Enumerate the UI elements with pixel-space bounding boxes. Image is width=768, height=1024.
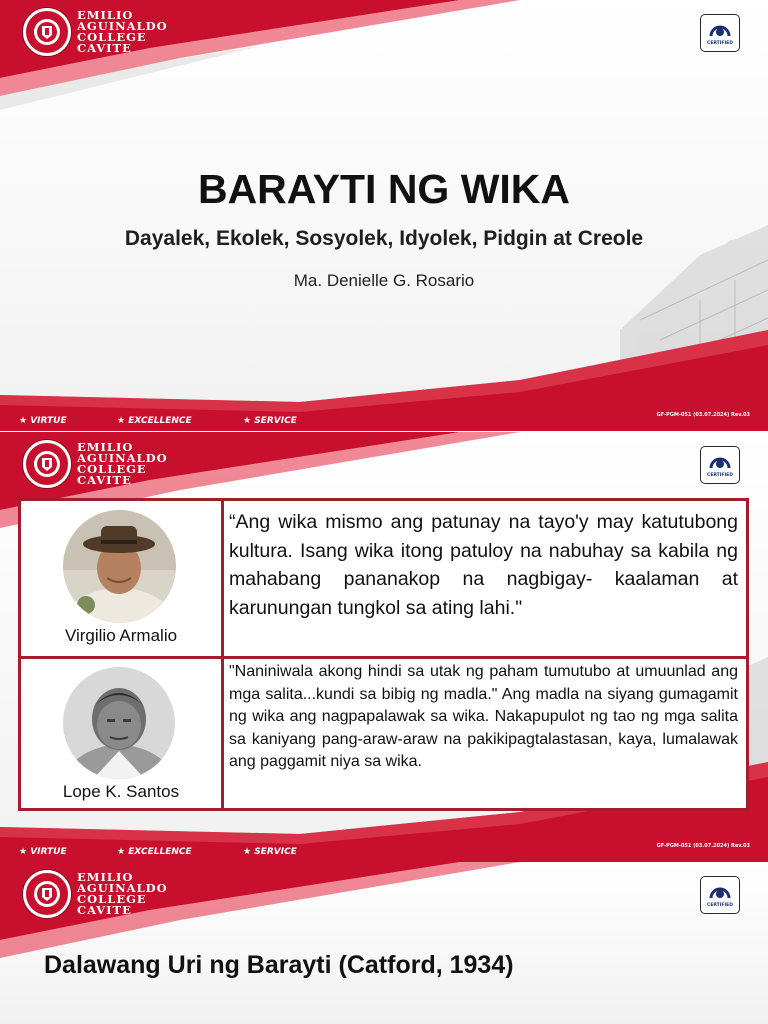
slide-types — [0, 862, 768, 1024]
college-logo — [23, 870, 168, 918]
college-name: EMILIO AGUINALDO COLLEGE CAVITE — [77, 870, 168, 917]
quote-text: "Naniniwala akong hindi sa utak ng paham tumutubo at umuunlad ang mga salita...kundi sa bibig ng madla." Ang madla na siyang gumagamit ng wika ang nagpapalawak sa wika. Nakapupulot ng tao ng mga salita sa kaniyang pang-araw-araw na pakikipagtalastasan, kaya, lumalawak ang paggamit niya sa wika. — [229, 663, 738, 770]
quote-row — [21, 659, 746, 808]
portrait-virgilio-armalio — [63, 510, 176, 623]
person-name: Virgilio Armalio — [64, 626, 178, 645]
presentation-author: Ma. Denielle G. Rosario — [293, 271, 475, 290]
portrait-lope-k-santos — [63, 667, 175, 779]
college-logo — [23, 440, 168, 488]
certification-badge: CERTIFIED — [700, 876, 740, 914]
college-seal-icon — [23, 8, 71, 56]
document-code: GF-PGM-051 (03.07.2024) Rev.03 — [656, 843, 750, 849]
presentation-title: BARAYTI NG WIKA — [197, 166, 571, 212]
background-artwork — [0, 0, 768, 431]
slide-heading: Dalawang Uri ng Barayti (Catford, 1934) — [44, 951, 514, 979]
quote-table — [18, 498, 749, 811]
slide-title: EMILIO AGUINALDO COLLEGE CAVITE CERTIFIED BARAYTI NG WIKA Dayalek, Ekolek, Sosyolek, Idyolek, Pidgin at Creole Ma. Denielle G. Rosario ★ VIRTUE ★ EXCELLENCE ★ SERVICE GF-PGM-051 (03.07.2024) Rev.03 — [0, 0, 768, 431]
slide-quotes: EMILIO AGUINALDO COLLEGE CAVITE CERTIFIED Virgilio Armalio “Ang wika mismo ang patunay na tayo'y may katutubong kultura. Isang wika itong patuloy na nabuhay sa kabila ng mahabang pananakop na nagbigay- kaalaman at karunungan tungkol sa ating lahi." Lope K. Santos "Naniniwala akong hindi sa utak ng paham tumutubo at umuunlad ang mga salita...kundi sa bibig ng madla." Ang madla na siyang gumagamit ng wika ang nagpapalawak sa wika. Nakapupulot ng tao ng mga salita sa kaniyang pang-araw-araw na pakikipagtalastasan, kaya, lumalawak ang paggamit niya sa wika. ★ VIRTUE ★ EXCELLENCE ★ SERVICE GF-PGM-051 (03.07.2024) Rev.03 — [0, 432, 768, 862]
person-name: Lope K. Santos — [62, 782, 180, 801]
certification-icon — [708, 452, 732, 472]
certification-badge: CERTIFIED — [700, 446, 740, 484]
quote-text: “Ang wika mismo ang patunay na tayo'y may katutubong kultura. Isang wika itong patuloy na nabuhay sa kabila ng mahabang pananakop na nagbigay- kaalaman at karunungan tungkol sa ating lahi." — [229, 511, 738, 619]
quote-person-cell — [21, 659, 224, 808]
quote-row — [21, 501, 746, 659]
college-name: EMILIO AGUINALDO COLLEGE CAVITE — [77, 8, 168, 55]
presentation-subtitle: Dayalek, Ekolek, Sosyolek, Idyolek, Pidgin at Creole — [124, 227, 644, 250]
college-seal-icon — [23, 870, 71, 918]
certification-icon — [708, 882, 732, 902]
college-logo — [23, 8, 168, 56]
certification-badge: CERTIFIED — [700, 14, 740, 52]
quote-person-cell — [21, 501, 224, 656]
college-seal-icon — [23, 440, 71, 488]
college-name: EMILIO AGUINALDO COLLEGE CAVITE — [77, 440, 168, 487]
document-code: GF-PGM-051 (03.07.2024) Rev.03 — [656, 412, 750, 418]
certification-icon — [708, 20, 732, 40]
